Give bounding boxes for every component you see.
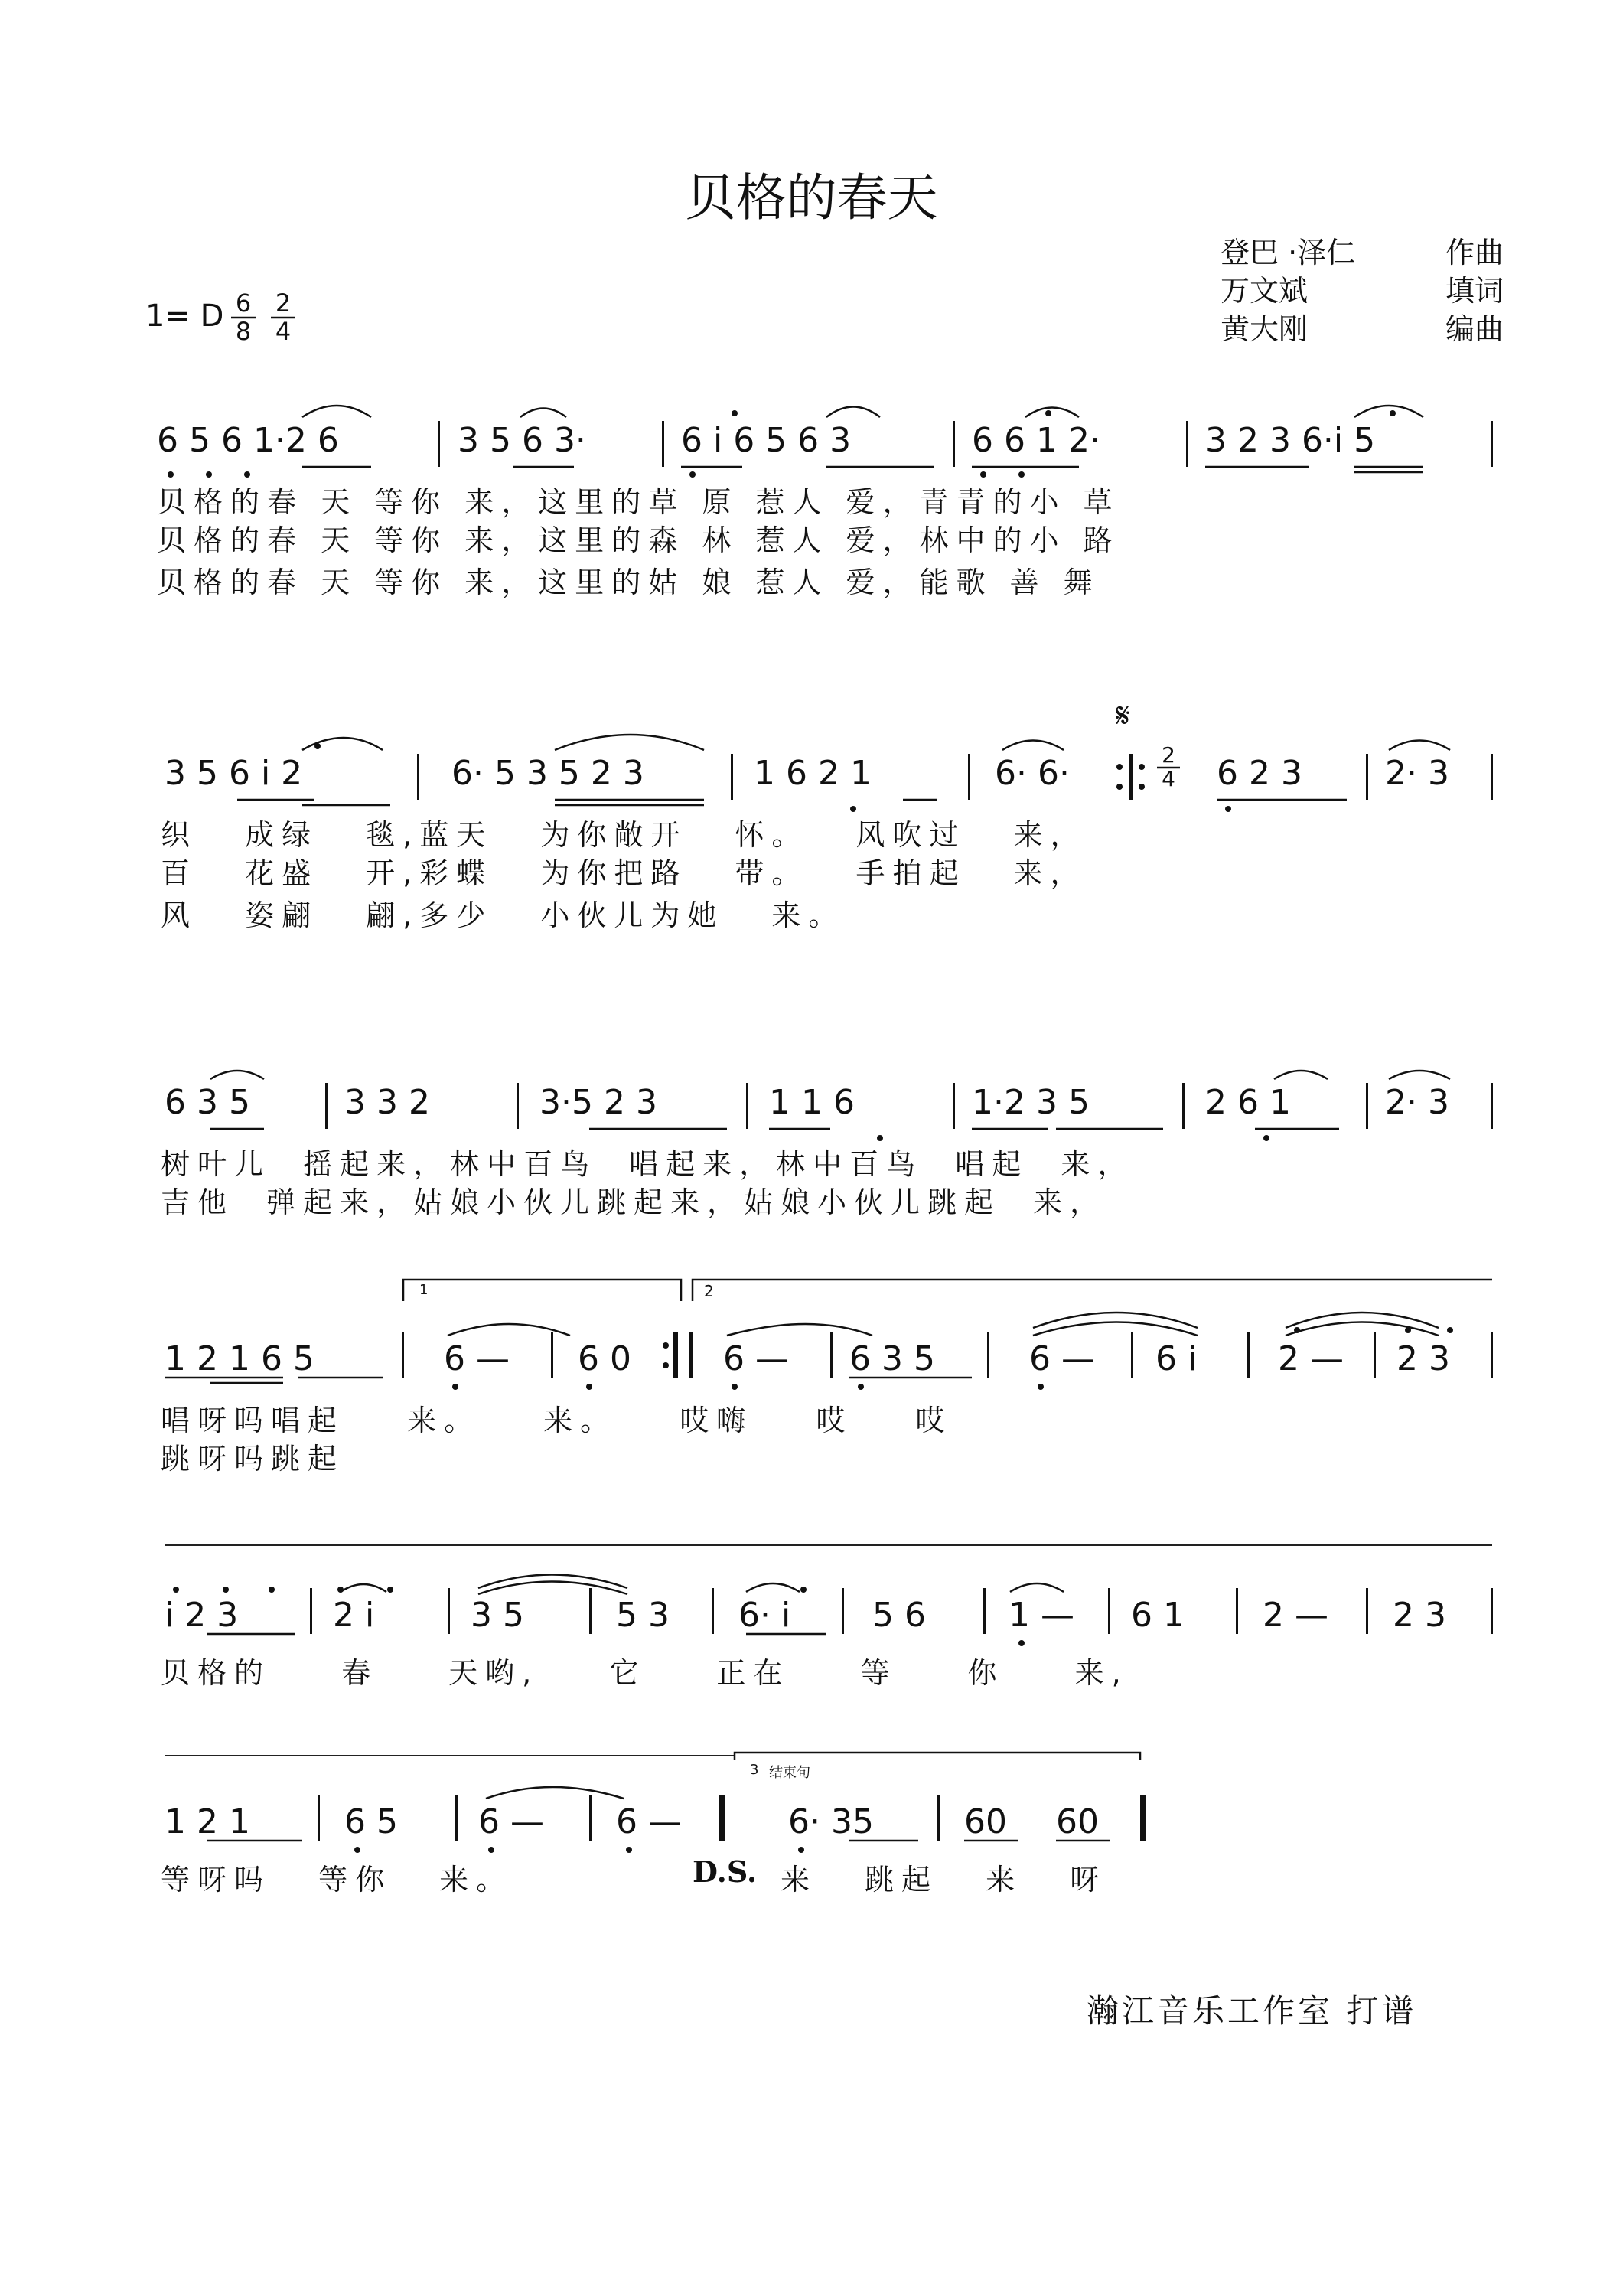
key-signature: 1= D bbox=[145, 298, 224, 334]
measure-5-5: 6· i bbox=[738, 1596, 791, 1635]
repeat-dot bbox=[1139, 764, 1145, 770]
measure-5-2: 2 i bbox=[333, 1596, 375, 1635]
octave-dot bbox=[1405, 1327, 1411, 1333]
octave-dot bbox=[173, 1587, 179, 1593]
measure-1-3: 6 i 6 5 6 3 bbox=[681, 421, 852, 460]
measure-4-7: 6 i bbox=[1155, 1339, 1198, 1378]
measure-6-5: 6· 35 bbox=[788, 1802, 874, 1841]
measure-6-4: 6 — bbox=[616, 1802, 682, 1841]
segno-icon: 𝄋 bbox=[1116, 696, 1130, 735]
slur bbox=[1002, 741, 1064, 751]
slur bbox=[341, 1584, 386, 1592]
lyric-line-5-1: 贝格的 春 天哟, 它 正在 等 你 来, bbox=[161, 1656, 1129, 1690]
slur bbox=[302, 738, 383, 750]
measure-3-3: 3·5 2 3 bbox=[539, 1083, 657, 1122]
lyric-line-6-2: 来 跳起 来 呀 bbox=[781, 1863, 1107, 1896]
lyricist-name: 万文斌 bbox=[1221, 274, 1309, 308]
measure-2-6: 2· 3 bbox=[1385, 754, 1449, 793]
time-change-bottom: 4 bbox=[1162, 766, 1175, 791]
octave-dot bbox=[1225, 806, 1231, 812]
slur bbox=[448, 1324, 570, 1336]
octave-dot bbox=[354, 1847, 360, 1853]
page-title: 贝格的春天 bbox=[685, 168, 938, 227]
slur bbox=[1033, 1322, 1198, 1336]
dal-segno-marking: D.S. bbox=[693, 1854, 758, 1889]
arranger-name: 黄大刚 bbox=[1221, 312, 1309, 346]
time-change-top: 2 bbox=[1162, 742, 1175, 768]
repeat-dot bbox=[663, 1362, 669, 1368]
octave-dot bbox=[1038, 1384, 1044, 1390]
octave-dot bbox=[850, 806, 856, 812]
octave-dot bbox=[858, 1384, 864, 1390]
measure-5-1: i 2 3 bbox=[165, 1596, 239, 1635]
octave-dot bbox=[387, 1587, 393, 1593]
measure-3-4: 1 1 6 bbox=[769, 1083, 855, 1122]
measure-6-7: 60 bbox=[1056, 1802, 1099, 1841]
measure-4-1: 1 2 1 6 5 bbox=[165, 1339, 314, 1378]
octave-dot bbox=[223, 1587, 229, 1593]
lyric-line-2-1: 织 成绿 毯,蓝天 为你敞开 怀。 风吹过 来， bbox=[161, 818, 1087, 852]
arranger-role: 编曲 bbox=[1445, 312, 1504, 346]
repeat-dot bbox=[1116, 764, 1123, 770]
octave-dot bbox=[1294, 1327, 1300, 1333]
octave-dot bbox=[877, 1135, 883, 1141]
measure-5-9: 2 — bbox=[1263, 1596, 1328, 1635]
octave-dot bbox=[488, 1847, 494, 1853]
measure-5-3: 3 5 bbox=[471, 1596, 524, 1635]
octave-dot bbox=[1263, 1135, 1269, 1141]
time-sig-1-bottom: 8 bbox=[235, 317, 252, 346]
measure-2-5: 6 2 3 bbox=[1217, 754, 1302, 793]
octave-dot bbox=[1390, 410, 1396, 416]
measure-2-4: 6· 6· bbox=[995, 754, 1070, 793]
measure-4-9: 2 3 bbox=[1396, 1339, 1450, 1378]
slur bbox=[478, 1582, 627, 1595]
octave-dot bbox=[1018, 471, 1025, 478]
slur bbox=[826, 407, 880, 418]
lyric-line-1-1: 贝格的春 天 等你 来，这里的草 原 惹人 爱，青青的小 草 bbox=[157, 485, 1120, 519]
octave-dot bbox=[452, 1384, 458, 1390]
measure-4-6: 6 — bbox=[1029, 1339, 1095, 1378]
measure-3-5: 1·2 3 5 bbox=[972, 1083, 1090, 1122]
slur bbox=[727, 1324, 872, 1336]
measure-4-3: 6 0 bbox=[578, 1339, 631, 1378]
measure-2-3: 1 6 2 1 bbox=[754, 754, 872, 793]
lyric-line-3-2: 吉他 弹起来，姑娘小伙儿跳起来，姑娘小伙儿跳起 来， bbox=[161, 1186, 1107, 1219]
octave-dot bbox=[314, 743, 321, 749]
volta-1-label: 1 bbox=[419, 1282, 429, 1298]
octave-dot bbox=[689, 471, 696, 478]
measure-4-2: 6 — bbox=[444, 1339, 510, 1378]
measure-5-8: 6 1 bbox=[1131, 1596, 1185, 1635]
slur bbox=[1354, 406, 1423, 417]
time-sig-1-top: 6 bbox=[235, 289, 252, 318]
slur bbox=[486, 1787, 624, 1799]
lyric-line-1-2: 贝格的春 天 等你 来，这里的森 林 惹人 爱，林中的小 路 bbox=[157, 523, 1120, 557]
lyric-line-4-1: 唱呀吗唱起 来。 来。 哎嗨 哎 哎 bbox=[161, 1404, 953, 1437]
octave-dot bbox=[732, 410, 738, 416]
slur bbox=[1274, 1071, 1328, 1079]
measure-1-4: 6 6 1 2· bbox=[972, 421, 1100, 460]
slur bbox=[1033, 1313, 1198, 1328]
time-sig-2-bottom: 4 bbox=[275, 317, 292, 346]
measure-3-2: 3 3 2 bbox=[344, 1083, 430, 1122]
measure-6-2: 6 5 bbox=[344, 1802, 398, 1841]
repeat-dot bbox=[1116, 784, 1123, 790]
measure-4-4: 6 — bbox=[723, 1339, 789, 1378]
measure-1-1: 6 5 6 1·2 6 bbox=[157, 421, 339, 460]
measure-4-5: 6 3 5 bbox=[849, 1339, 935, 1378]
octave-dot bbox=[244, 471, 250, 478]
slur bbox=[1025, 408, 1079, 418]
volta-2-label: 2 bbox=[704, 1282, 714, 1300]
measure-5-6: 5 6 bbox=[872, 1596, 926, 1635]
measure-5-4: 5 3 bbox=[616, 1596, 670, 1635]
lyric-line-1-3: 贝格的春 天 等你 来，这里的姑 娘 惹人 爱，能歌 善 舞 bbox=[157, 566, 1100, 599]
slur bbox=[1010, 1583, 1064, 1592]
lyric-line-2-3: 风 姿翩 翩,多少 小伙儿为她 来。 bbox=[161, 899, 846, 932]
measure-2-1: 3 5 6 i 2 bbox=[165, 754, 303, 793]
repeat-dot bbox=[663, 1342, 669, 1349]
measure-2-2: 6· 5 3 5 2 3 bbox=[451, 754, 644, 793]
measure-3-7: 2· 3 bbox=[1385, 1083, 1449, 1122]
volta-1-bracket bbox=[403, 1280, 681, 1301]
engraver-credit: 瀚江音乐工作室 打谱 bbox=[1087, 1992, 1417, 2030]
volta-2-bracket bbox=[693, 1280, 1492, 1301]
octave-dot bbox=[1045, 410, 1051, 416]
slur bbox=[746, 1583, 800, 1592]
octave-dot bbox=[798, 1847, 804, 1853]
measure-4-8: 2 — bbox=[1278, 1339, 1344, 1378]
lyric-line-4-2: 跳呀吗跳起 bbox=[161, 1442, 345, 1476]
composer-name: 登巴 ·泽仁 bbox=[1221, 236, 1356, 269]
volta-3-bracket bbox=[735, 1753, 1140, 1760]
octave-dot bbox=[626, 1847, 632, 1853]
measure-3-6: 2 6 1 bbox=[1205, 1083, 1291, 1122]
lyricist-role: 填词 bbox=[1445, 274, 1504, 308]
lyric-line-2-2: 百 花盛 开,彩蝶 为你把路 带。 手拍起 来， bbox=[161, 856, 1087, 890]
octave-dot bbox=[800, 1587, 807, 1593]
octave-dot bbox=[337, 1587, 344, 1593]
lyric-line-6-1: 等呀吗 等你 来。 bbox=[161, 1863, 513, 1896]
measure-1-5: 3 2 3 6·i 5 bbox=[1205, 421, 1376, 460]
octave-dot bbox=[586, 1384, 592, 1390]
measure-1-2: 3 5 6 3· bbox=[458, 421, 586, 460]
slur bbox=[1286, 1322, 1439, 1336]
slur bbox=[1389, 1071, 1450, 1079]
slur bbox=[210, 1071, 264, 1079]
measure-5-10: 2 3 bbox=[1393, 1596, 1446, 1635]
octave-dot bbox=[168, 471, 174, 478]
measure-3-1: 6 3 5 bbox=[165, 1083, 250, 1122]
octave-dot bbox=[269, 1587, 275, 1593]
slur bbox=[1389, 741, 1450, 751]
lyric-line-3-1: 树叶儿 摇起来，林中百鸟 唱起来，林中百鸟 唱起 来， bbox=[161, 1147, 1135, 1181]
time-sig-2-top: 2 bbox=[275, 289, 292, 318]
octave-dot bbox=[206, 471, 212, 478]
measure-6-1: 1 2 1 bbox=[165, 1802, 250, 1841]
octave-dot bbox=[732, 1384, 738, 1390]
repeat-dot bbox=[1139, 784, 1145, 790]
measure-5-7: 1 — bbox=[1009, 1596, 1074, 1635]
measure-6-6: 60 bbox=[964, 1802, 1007, 1841]
slur bbox=[555, 735, 704, 750]
volta-3-label: 结束句 bbox=[769, 1765, 810, 1781]
slur bbox=[520, 409, 566, 418]
octave-dot bbox=[980, 471, 986, 478]
volta-3-number: 3 bbox=[750, 1762, 759, 1778]
octave-dot bbox=[1018, 1640, 1025, 1646]
measure-6-3: 6 — bbox=[478, 1802, 544, 1841]
slur bbox=[1286, 1313, 1439, 1328]
composer-role: 作曲 bbox=[1445, 236, 1504, 269]
octave-dot bbox=[1447, 1327, 1453, 1333]
slur bbox=[302, 406, 371, 417]
